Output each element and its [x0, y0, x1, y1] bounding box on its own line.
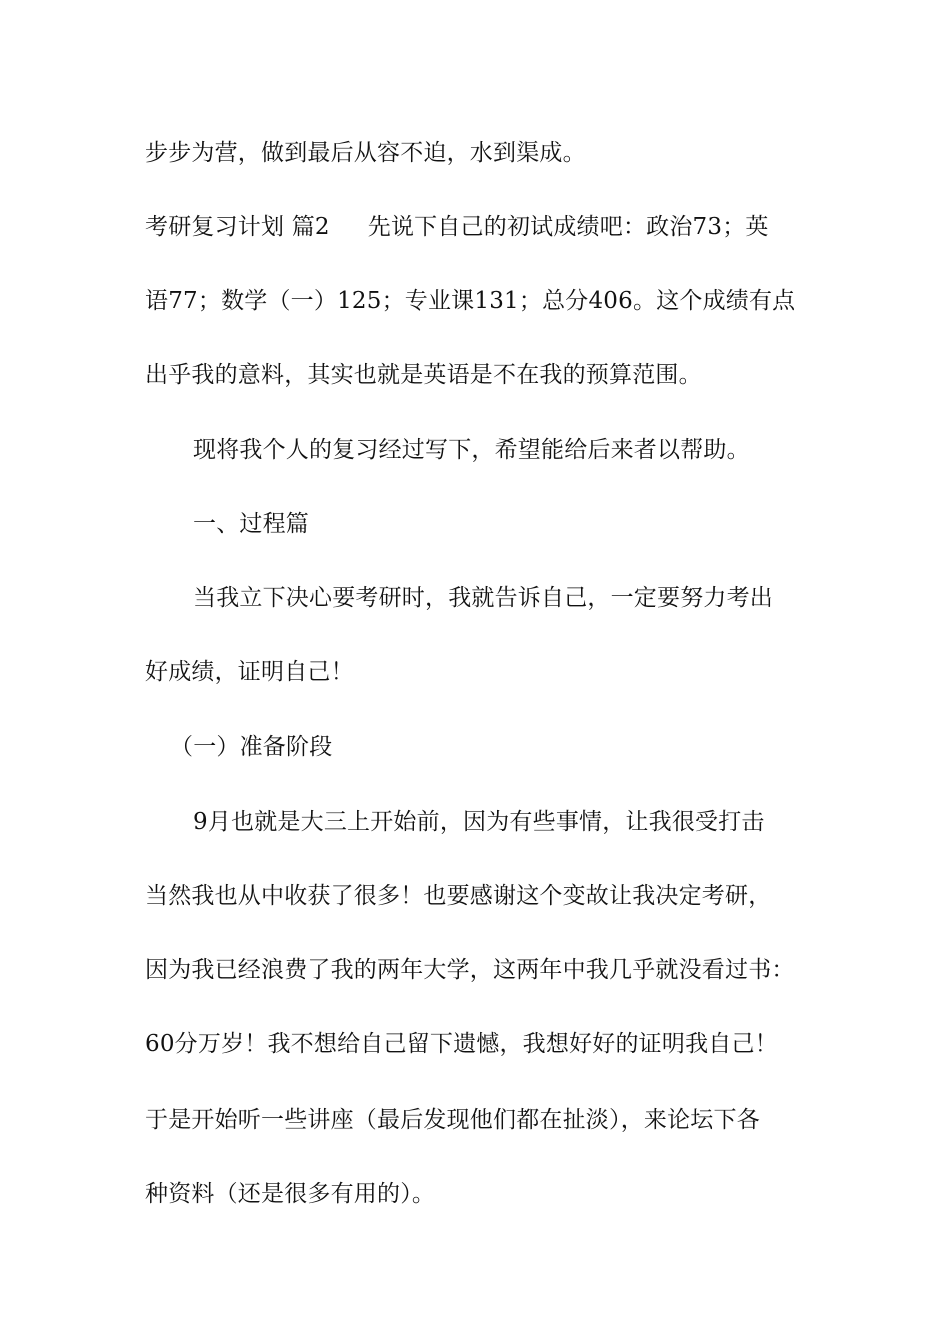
text-line: 60分万岁！我不想给自己留下遗憾，我想好好的证明我自己！ — [145, 1031, 778, 1057]
section-heading-line — [145, 211, 769, 243]
paragraph-line: 9月也就是大三上开始前，因为有些事情，让我很受打击 — [193, 809, 765, 835]
text-line: 种资料（还是很多有用的）。 — [145, 1181, 436, 1207]
text-line: 步步为营，做到最后从容不迫，水到渠成。 — [145, 140, 586, 166]
text-line: 当然我也从中收获了很多！也要感谢这个变故让我决定考研， — [145, 883, 772, 909]
text-line: 出乎我的意料，其实也就是英语是不在我的预算范围。 — [145, 362, 702, 388]
subheading-line: 一、过程篇 — [193, 511, 309, 537]
section-title: 考研复习计划 篇2 — [145, 214, 330, 240]
text-line: 语77；数学（一）125；专业课131；总分406。这个成绩有点 — [145, 288, 796, 314]
text-line: 因为我已经浪费了我的两年大学，这两年中我几乎就没看过书： — [145, 957, 795, 983]
paragraph-line: 当我立下决心要考研时，我就告诉自己，一定要努力考出 — [193, 585, 773, 611]
paragraph-line: 现将我个人的复习经过写下，希望能给后来者以帮助。 — [193, 437, 750, 463]
text-line: 好成绩，证明自己！ — [145, 659, 354, 685]
text-segment: 先说下自己的初试成绩吧：政治73；英 — [367, 214, 769, 240]
text-line: 于是开始听一些讲座（最后发现他们都在扯淡），来论坛下各 — [145, 1107, 760, 1133]
subheading-line: （一）准备阶段 — [170, 734, 333, 760]
